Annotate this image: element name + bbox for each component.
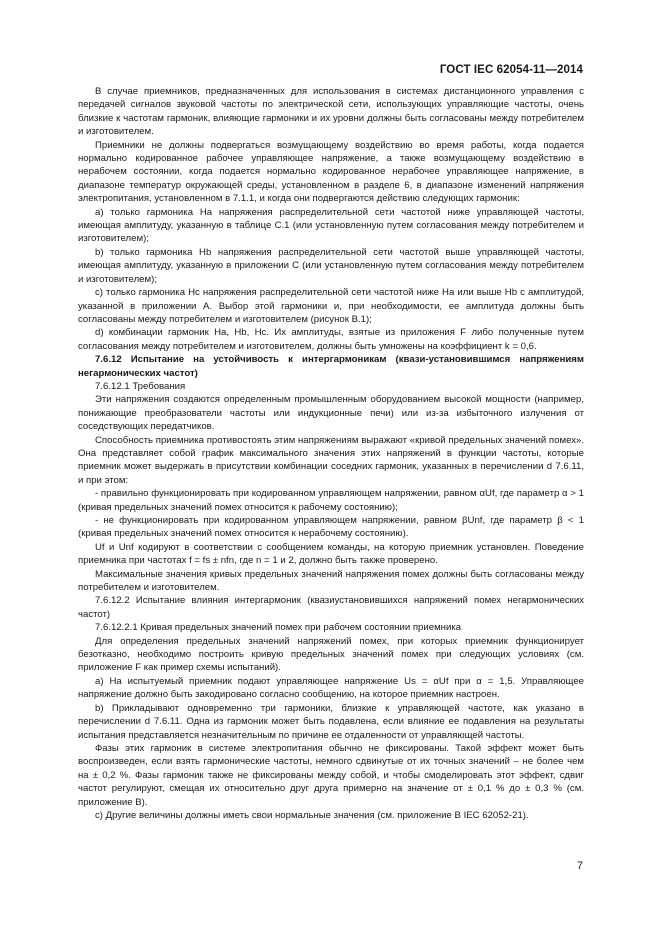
subsection-heading: 7.6.12.2 Испытание влияния интергармоник (квазиустановившихся напряжений помех негармонических частот)	[78, 595, 584, 620]
list-item: b) Прикладывают одновременно три гармоники, близкие к управляющей частоте, как указано в перечислении d 7.6.11. Одна из гармоник может быть подавлена, если влияние ее подавления на результаты испытания представляется незначительным по причине ее отдаленности от управляющей частоты.	[78, 702, 584, 741]
paragraph: В случае приемников, предназначенных для использования в системах дистанционного управления с передачей сигналов звуковой частоты по электрической сети, использующих управляющие частоты, очень близкие к частотам гармоник, влияющие гармоники и их уровни должны быть согласованы между потребителем и изготовителем.	[78, 86, 584, 138]
document-header: ГОСТ IEC 62054-11—2014	[439, 64, 583, 76]
list-item: c) только гармоника Hc напряжения распределительной сети частотой ниже Ha или выше Hb с амплитудой, указанной в приложении A. Выбор этой гармоники и, при необходимости, ее амплитуда должны быть согласованы между потребителем и изготовителем (рисунок B.1);	[78, 287, 584, 325]
section-heading: 7.6.12 Испытание на устойчивость к интергармоникам (квази-установившимся напряжениям негармонических частот)	[78, 354, 584, 379]
list-item: - правильно функционировать при кодированном управляющем напряжении, равном αUf, где параметр α > 1 (кривая предельных значений помех относится к рабочему состоянию);	[78, 488, 584, 513]
paragraph: Фазы этих гармоник в системе электропитания обычно не фиксированы. Такой эффект может быть воспроизведен, если взять гармонические частоты, немного сдвинутые от их точных значений – не более чем на ± 0,2 %. Фазы гармоник также не фиксированы между собой, и чтобы смоделировать этот эффект, сдвиг частот регулируют, смещая их относительно друг друга примерно на значение от ± 0,1 % до ± 0,3 % (см. приложение B).	[78, 742, 584, 808]
document-body	[78, 85, 584, 822]
page-number: 7	[576, 860, 583, 872]
list-item: a) На испытуемый приемник подают управляющее напряжение Us = αUf при α = 1,5. Управляющее напряжение должно быть закодировано согласно сообщению, на которое приемник настроен.	[78, 675, 584, 701]
paragraph: Эти напряжения создаются определенным промышленным оборудованием высокой мощности (например, понижающие преобразователи частоты или индукционные печи) или из-за избыточного излучения от соседствующих передатчиков.	[78, 394, 584, 433]
list-item: c) Другие величины должны иметь свои нормальные значения (см. приложение B IEC 62052-21).	[95, 809, 529, 821]
list-item: - не функционировать при кодированном управляющем напряжении, равном βUnf, где параметр β < 1 (кривая предельных значений помех относится к нерабочему состоянию).	[78, 515, 584, 540]
list-item: b) только гармоника Hb напряжения распределительной сети частотой выше управляющей частоты, имеющая амплитуду, указанную в приложении C (или установленную путем согласования между потребителем и изготовителем);	[78, 246, 584, 285]
paragraph: Способность приемника противостоять этим напряжениям выражают «кривой предельных значений помех». Она представляет собой график максимального значения этих напряжений в функции частоты, которые приемник может выдержать в присутствии комбинации соседних гармоник, указанных в перечислении d 7.6.11, и при этом:	[78, 434, 584, 486]
list-item: a) только гармоника Ha напряжения распределительной сети частотой ниже управляющей частоты, имеющая амплитуду, указанную в таблице C.1 (или установленную путем согласования между потребителем и изготовителем);	[78, 206, 584, 245]
subsection-heading: 7.6.12.1 Требования	[95, 380, 186, 392]
paragraph: Приемники не должны подвергаться возмущающему воздействию во время работы, когда подается нормально кодированное рабочее управляющее напряжение, а также возмущающему воздействию в нерабочем состоянии, когда подается нормально кодированное нерабочее управляющее напряжение, в диапазоне температур окружающей среды, установленном в разделе 6, в диапазоне изменений напряжения электропитания, установленном в 7.1.1, и когда они подвергаются действию следующих гармоник:	[78, 139, 584, 205]
paragraph: Для определения предельных значений напряжений помех, при которых приемник функционирует безотказно, необходимо построить кривую предельных значений помех при следующих условиях (см. приложение F как пример схемы испытаний).	[78, 635, 584, 674]
list-item: d) комбинации гармоник Ha, Hb, Hc. Их амплитуды, взятые из приложения F либо полученные путем согласования между потребителем и изготовителем, должны быть умножены на коэффициент k = 0,6.	[78, 327, 584, 352]
paragraph: Максимальные значения кривых предельных значений напряжения помех должны быть согласованы между потребителем и изготовителем.	[78, 568, 584, 594]
subsection-heading: 7.6.12.2.1 Кривая предельных значений помех при рабочем состоянии приемника	[95, 622, 462, 634]
paragraph: Uf и Unf кодируют в соответствии с сообщением команды, на которую приемник установлен. Поведение приемника при частотах f = fs ± nfn, где n = 1 и 2, должно быть также проверено.	[78, 541, 584, 567]
